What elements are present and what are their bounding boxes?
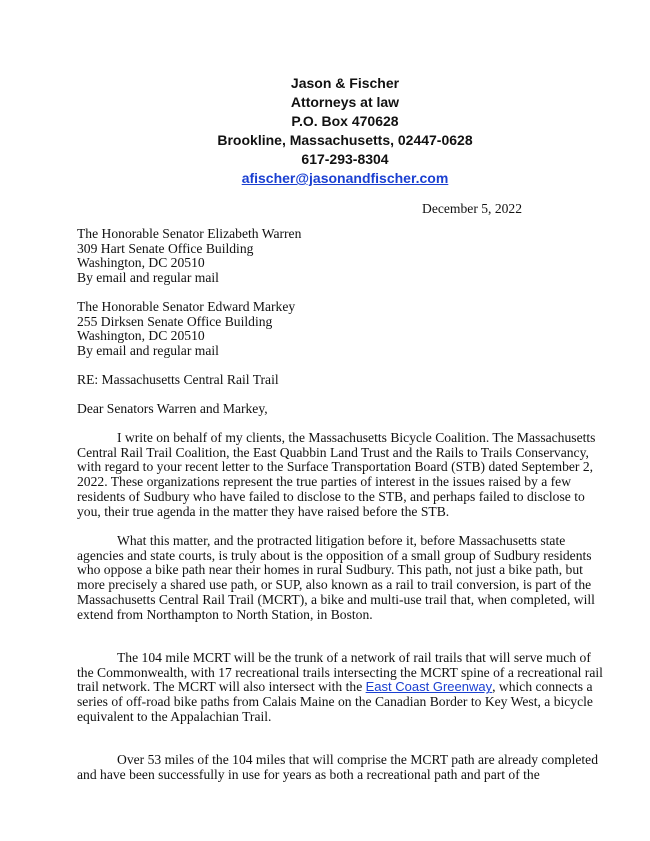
address-line: 255 Dirksen Senate Office Building: [77, 313, 273, 329]
text-line: Massachusetts Central Rail Trail (MCRT), a bike and multi-use trail that, when completed, will: [77, 591, 595, 607]
text-line: What this matter, and the protracted litigation before it, before Massachusetts state: [117, 533, 566, 548]
firm-name: Jason & Fischer: [290, 75, 400, 91]
city: Brookline, Massachusetts, 02447-0628: [217, 132, 473, 148]
address-line: By email and regular mail: [77, 270, 219, 286]
text-line: equivalent to the Appalachian Trail.: [77, 708, 272, 724]
text-line: agencies and state courts, is truly about is the opposition of a small group of Sudbury residents: [77, 547, 592, 563]
text-segment: trail network. The MCRT will also intersect with the: [77, 679, 366, 695]
text-line: and have been successfully in use for years as both a recreational path and part of the: [77, 766, 540, 782]
po-box: P.O. Box 470628: [291, 113, 399, 129]
phone: 617-293-8304: [301, 151, 389, 167]
text-line: [77, 680, 603, 695]
address-line: The Honorable Senator Elizabeth Warren: [77, 226, 302, 241]
text-line: extend from Northampton to North Station, in Boston.: [77, 606, 373, 622]
address-line: Washington, DC 20510: [77, 255, 205, 271]
text-line: residents of Sudbury who have failed to disclose to the STB, and perhaps failed to disclose to: [77, 488, 585, 504]
firm-subtitle: Attorneys at law: [290, 94, 400, 110]
salutation: Dear Senators Warren and Markey,: [77, 401, 268, 416]
letter-date: December 5, 2022: [422, 201, 523, 216]
letterhead: [0, 74, 650, 188]
paragraph-4: [77, 753, 598, 782]
re-line: RE: Massachusetts Central Rail Trail: [77, 372, 279, 387]
text-line: who oppose a bike path near their homes in rural Sudbury. This path, not just a bike path, but: [77, 562, 583, 578]
addressee-warren: [77, 227, 301, 286]
address-line: The Honorable Senator Edward Markey: [77, 299, 296, 314]
text-line: The 104 mile MCRT will be the trunk of a network of rail trails that will serve much of: [117, 650, 591, 665]
address-line: Washington, DC 20510: [77, 328, 205, 344]
text-line: more precisely a shared use path, or SUP, also known as a rail to trail conversion, is part of the: [77, 577, 592, 593]
east-coast-greenway-link[interactable]: East Coast Greenway: [365, 679, 493, 695]
address-line: 309 Hart Senate Office Building: [77, 240, 254, 256]
text-line: I write on behalf of my clients, the Massachusetts Bicycle Coalition. The Massachusetts: [117, 430, 596, 445]
text-line: 2022. These organizations represent the true parties of interest in the issues raised by a few: [77, 474, 572, 490]
text-line: series of off-road bike paths from Calais Maine on the Canadian Border to Key West, a bicycle: [77, 694, 593, 710]
paragraph-3: [77, 651, 603, 725]
text-line: you, their true agenda in the matter they have raised before the STB.: [77, 503, 450, 519]
addressee-markey: [77, 300, 295, 359]
address-line: By email and regular mail: [77, 343, 219, 359]
email-link[interactable]: afischer@jasonandfischer.com: [241, 170, 449, 186]
text-line: the Commonwealth, with 17 recreational trails intersecting the MCRT spine of a recreational rail: [77, 664, 603, 680]
text-line: with regard to your recent letter to the Surface Transportation Board (STB) dated September 2,: [77, 459, 594, 475]
text-line: Central Rail Trail Coalition, the East Quabbin Land Trust and the Rails to Trails Conservancy,: [77, 444, 589, 460]
text-segment: , which connects a: [492, 679, 593, 695]
paragraph-2: [77, 534, 595, 622]
text-line: Over 53 miles of the 104 miles that will comprise the MCRT path are already completed: [117, 752, 599, 767]
paragraph-1: [77, 431, 595, 519]
